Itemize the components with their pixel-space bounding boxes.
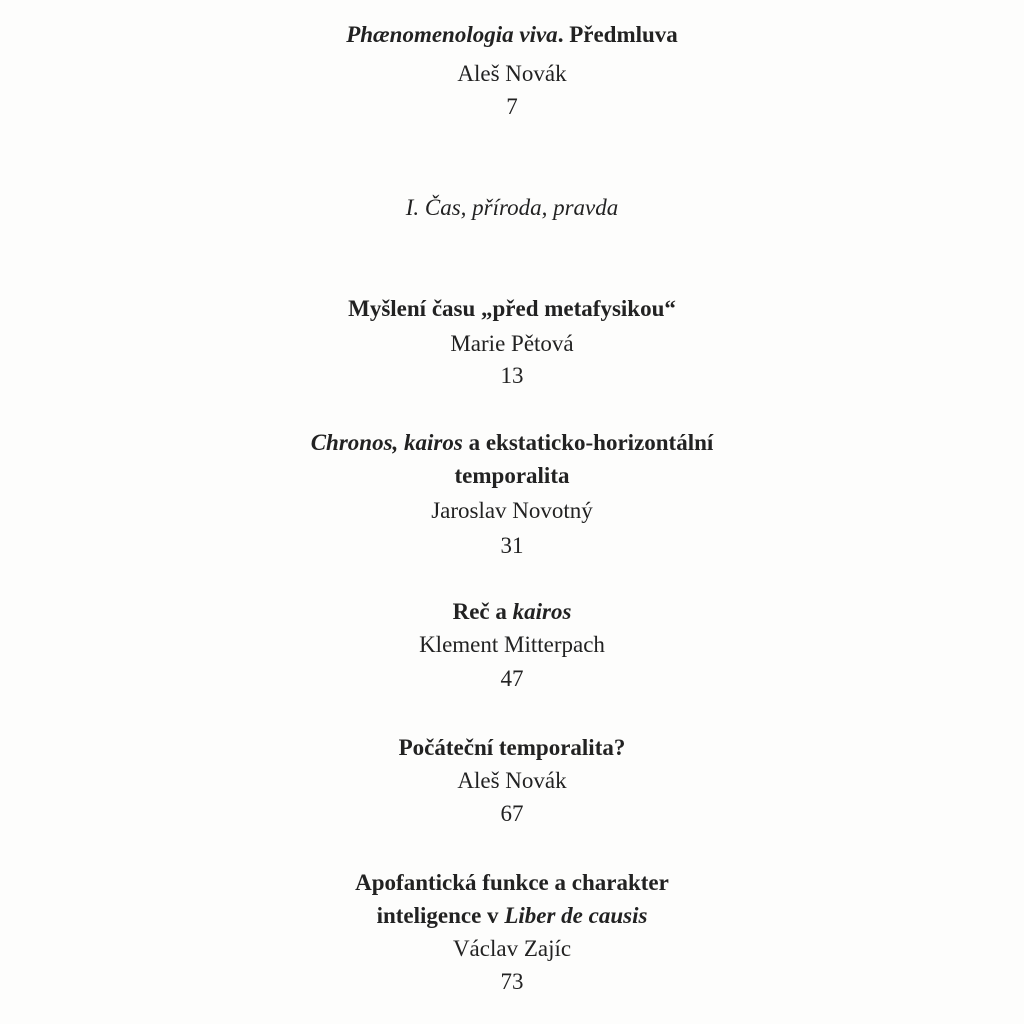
title-plain-part: Reč a	[452, 599, 513, 624]
toc-entry-title: Myšlení času „před metafysikou“	[348, 296, 676, 321]
title-italic-part: Chronos, kairos	[310, 430, 463, 455]
toc-entry-title: Počáteční temporalita?	[398, 735, 626, 760]
toc-entry-page: 7	[506, 94, 518, 119]
toc-entry-author: Václav Zajíc	[452, 936, 572, 961]
title-rest-part: a ekstaticko-horizontální	[462, 430, 714, 455]
toc-entry-title	[0, 428, 1024, 458]
toc-entry-title-line2	[0, 901, 1024, 931]
title-italic-part: Liber de causis	[504, 903, 648, 928]
title-italic-part: Phænomenologia viva	[346, 22, 558, 47]
toc-entry-page: 73	[500, 969, 524, 994]
toc-entry-title-line2: temporalita	[454, 463, 570, 488]
toc-entry-author: Aleš Novák	[457, 61, 567, 86]
toc-entry-page: 13	[500, 363, 524, 388]
title-italic-part: kairos	[512, 599, 572, 624]
title-plain-part: inteligence v	[376, 903, 505, 928]
toc-entry-author: Marie Pětová	[450, 331, 574, 356]
toc-entry-author: Klement Mitterpach	[419, 632, 605, 657]
section-heading: I. Čas, příroda, pravda	[405, 195, 619, 220]
toc-entry-title	[0, 597, 1024, 627]
title-rest-part: . Předmluva	[557, 22, 678, 47]
toc-entry-title: Apofantická funkce a charakter	[355, 870, 669, 895]
toc-entry-title	[0, 20, 1024, 50]
toc-entry-page: 47	[500, 666, 524, 691]
toc-entry-author: Jaroslav Novotný	[431, 498, 593, 523]
toc-entry-page: 67	[500, 801, 524, 826]
toc-entry-author: Aleš Novák	[457, 768, 567, 793]
toc-entry-page: 31	[500, 533, 524, 558]
